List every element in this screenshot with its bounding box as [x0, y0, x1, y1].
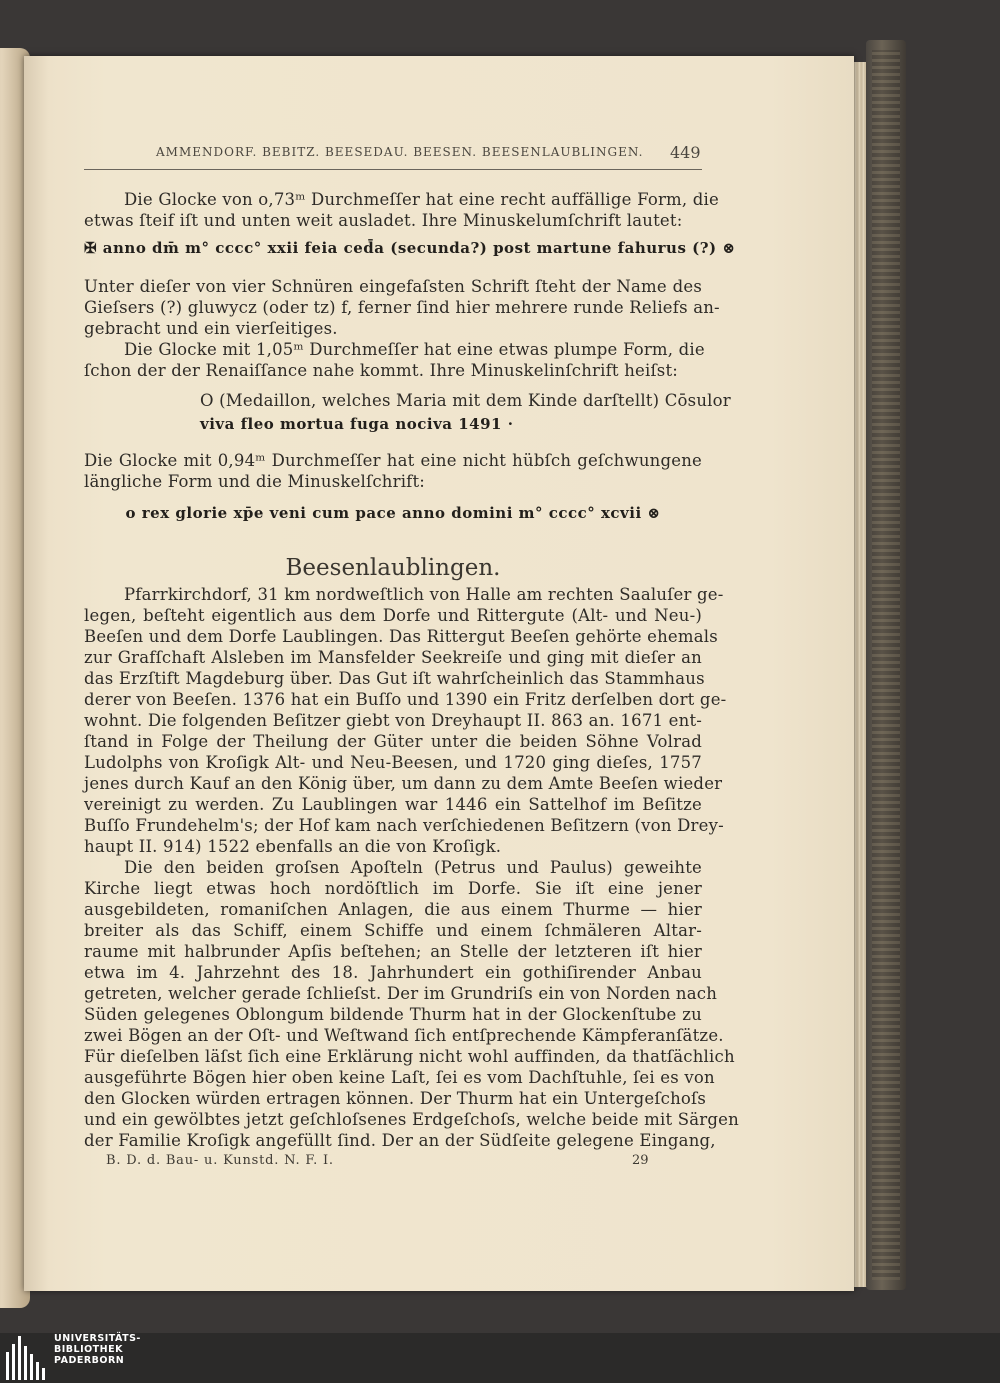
text-line: breiter als das Schiff, einem Schiffe und einem ſchmäleren Altar- — [84, 921, 702, 940]
text-line: Die Glocke von o,73ᵐ Durchmeſſer hat eine recht auffällige Form, die — [124, 190, 719, 209]
text-line: raume mit halbrunder Apſis beſtehen; an Stelle der letzteren iſt hier — [84, 942, 702, 961]
text-line: Gieſsers (?) gluwycz (oder tz) f, ferner ſind hier mehrere runde Reliefs an- — [84, 298, 720, 317]
inscription-line: ✠ anno dm̄ m° cccc° xxii feia ced̄a (secunda?) post martune fahurus (?) ⊗ — [84, 239, 736, 257]
text-line: derer von Beeſen. 1376 hat ein Buſſo und 1390 ein Fritz derſelben dort ge- — [84, 690, 727, 709]
text-line: Buſſo Frundehelm's; der Hof kam nach verſchiedenen Beſitzern (von Drey- — [84, 816, 724, 835]
text-line: Die den beiden groſsen Apoſteln (Petrus und Paulus) geweihte — [124, 858, 702, 877]
text-line: etwas ſteif iſt und unten weit ausladet. Ihre Minuskelumſchrift lautet: — [84, 211, 683, 230]
logo-line: PADERBORN — [54, 1355, 125, 1366]
text-line: wohnt. Die folgenden Beſitzer giebt von Dreyhaupt II. 863 an. 1671 ent- — [84, 711, 703, 730]
page-number: 449 — [670, 143, 701, 162]
library-footer-bar — [0, 1333, 1000, 1383]
text-line: Für dieſelben läſst ſich eine Erklärung nicht wohl auffinden, da thatſächlich — [84, 1047, 735, 1066]
text-line: etwa im 4. Jahrzehnt des 18. Jahrhundert ein gothiſirender Anbau — [84, 963, 702, 982]
text-line: ſtand in Folge der Theilung der Güter unter die beiden Söhne Volrad — [84, 732, 702, 751]
text-line: Süden gelegenes Oblongum bildende Thurm hat in der Glockenſtube zu — [84, 1005, 702, 1024]
book-cover — [866, 40, 906, 1290]
logo-line: UNIVERSITÄTS- — [54, 1333, 141, 1344]
text-line: Unter dieſer von vier Schnüren eingefaſsten Schrift ſteht der Name des — [84, 277, 702, 296]
text-line: der Familie Kroſigk angefüllt ſind. Der an der Südſeite gelegene Eingang, — [84, 1131, 716, 1150]
text-line: getreten, welcher gerade ſchlieſst. Der im Grundriſs ein von Norden nach — [84, 984, 718, 1003]
inscription-line: o rex glorie xp̄e veni cum pace anno domini m° cccc° xcvii ⊗ — [125, 504, 661, 522]
running-head: AMMENDORF. BEBITZ. BEESEDAU. BEESEN. BEESENLAUBLINGEN. — [156, 145, 644, 159]
text-line: Beeſen und dem Dorfe Laublingen. Das Rittergut Beeſen gehörte ehemals — [84, 627, 718, 646]
text-line: ſchon der der Renaiſſance nahe kommt. Ihre Minuskelinſchrift heiſst: — [84, 361, 679, 380]
text-line: jenes durch Kauf an den König über, um dann zu dem Amte Beeſen wieder — [84, 774, 723, 793]
text-line: legen, beſteht eigentlich aus dem Dorfe und Rittergute (Alt- und Neu-) — [84, 606, 702, 625]
text-line: längliche Form und die Minuskelſchrift: — [84, 472, 426, 491]
text-line: und ein gewölbtes jetzt geſchloſsenes Erdgeſchoſs, welche beide mit Särgen — [84, 1110, 739, 1129]
text-line: ausgeführte Bögen hier oben keine Laſt, ſei es vom Dachſtuhle, ſei es von — [84, 1068, 715, 1087]
footer-signature: B. D. d. Bau- u. Kunstd. N. F. I. — [106, 1153, 334, 1168]
text-line: Ludolphs von Kroſigk Alt- und Neu-Beesen, und 1720 ging dieſes, 1757 — [84, 753, 702, 772]
text-line: haupt II. 914) 1522 ebenfalls an die von Kroſigk. — [84, 837, 502, 856]
text-line: vereinigt zu werden. Zu Laublingen war 1446 ein Sattelhof im Beſitze — [84, 795, 702, 814]
library-logo-icon — [6, 1336, 48, 1380]
text-line: zwei Bögen an der Oſt- und Weſtwand ſich entſprechende Kämpferanſätze. — [84, 1026, 724, 1045]
inscription-line: O (Medaillon, welches Maria mit dem Kinde darſtellt) Cōsulor — [200, 391, 731, 410]
section-heading: Beesenlaublingen. — [285, 555, 501, 581]
text-line: den Glocken würden ertragen können. Der Thurm hat ein Untergeſchoſs — [84, 1089, 707, 1108]
header-rule — [84, 169, 702, 170]
text-line: das Erzſtift Magdeburg über. Das Gut iſt wahrſcheinlich das Stammhaus — [84, 669, 705, 688]
text-line: Die Glocke mit 1,05ᵐ Durchmeſſer hat eine etwas plumpe Form, die — [124, 340, 705, 359]
logo-line: BIBLIOTHEK — [54, 1344, 123, 1355]
text-line: zur Grafſchaft Alsleben im Mansfelder Seekreiſe und ging mit dieſer an — [84, 648, 702, 667]
library-logo-text — [54, 1333, 141, 1366]
text-line: ausgebildeten, romaniſchen Anlagen, die aus einem Thurme — hier — [84, 900, 702, 919]
inscription-line: viva fleo mortua fuga nociva 1491 · — [200, 415, 514, 433]
footer-sheet-number: 29 — [632, 1153, 649, 1168]
text-line: Kirche liegt etwas hoch nordöſtlich im Dorfe. Sie iſt eine jener — [84, 879, 702, 898]
text-line: Die Glocke mit 0,94ᵐ Durchmeſſer hat eine nicht hübſch geſchwungene — [84, 451, 702, 470]
text-line: Pfarrkirchdorf, 31 km nordweſtlich von Halle am rechten Saaluſer ge- — [124, 585, 724, 604]
text-line: gebracht und ein vierſeitiges. — [84, 319, 338, 338]
